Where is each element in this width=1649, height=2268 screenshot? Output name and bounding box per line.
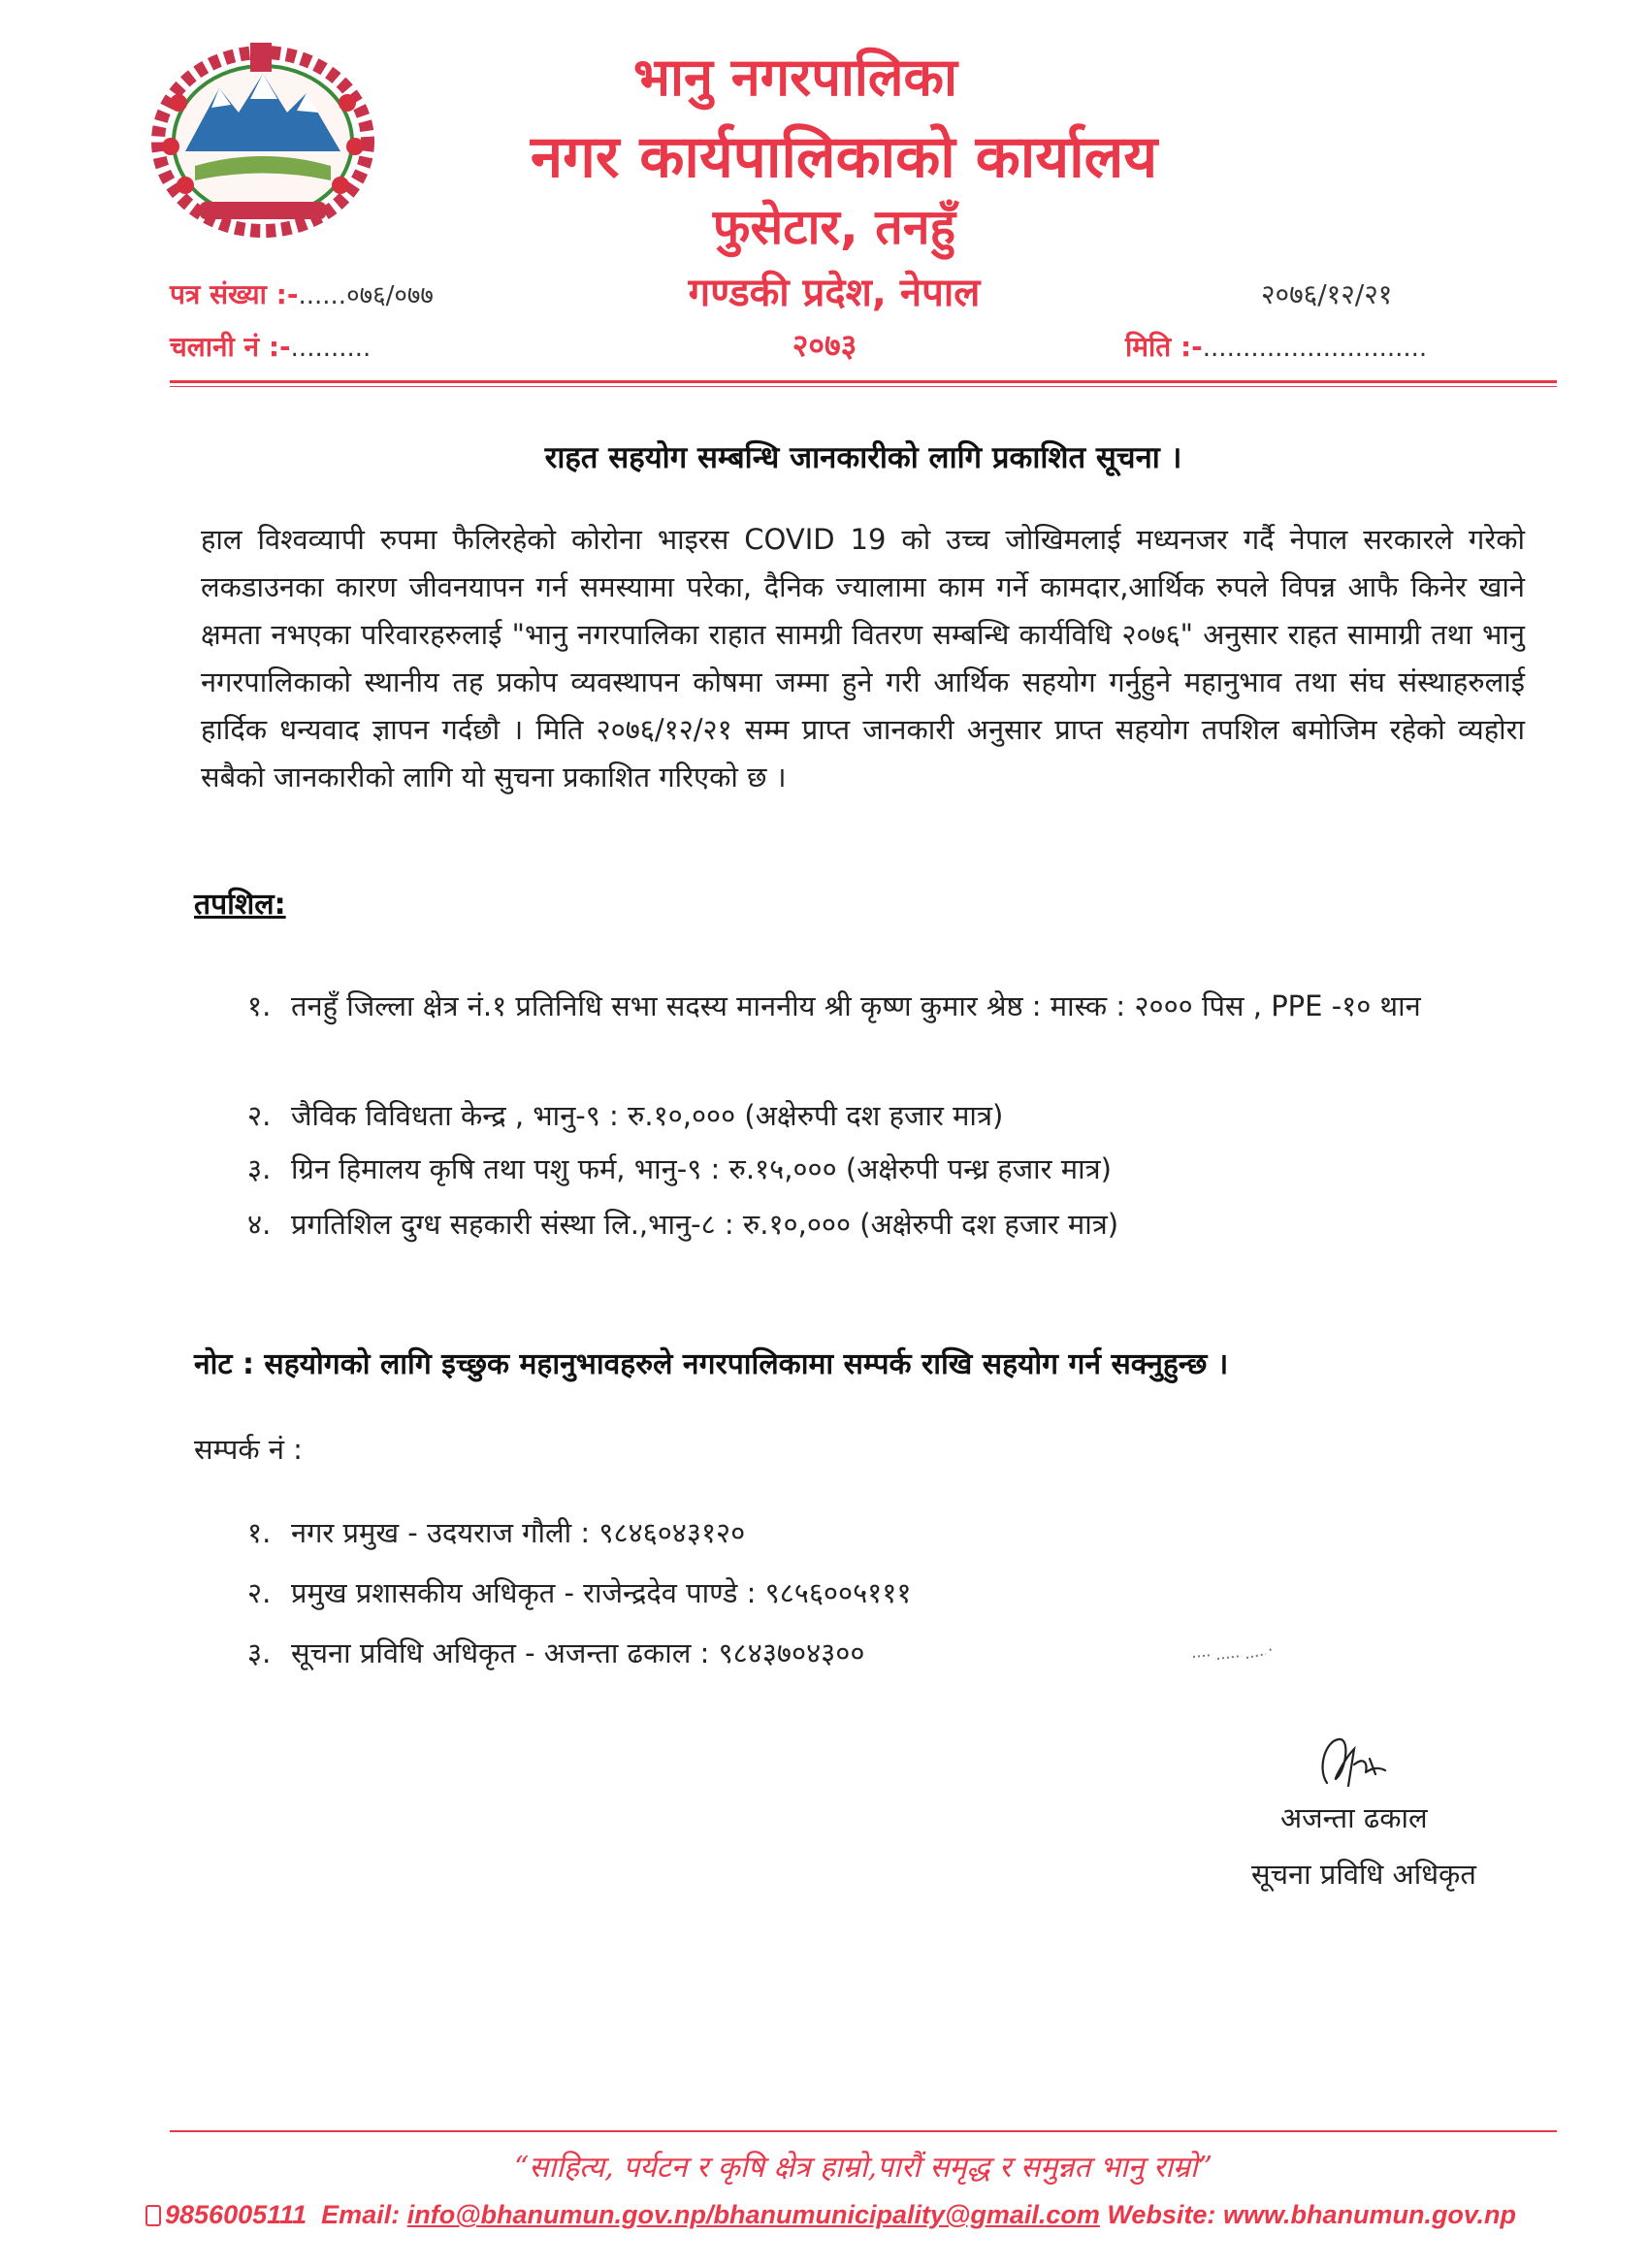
note-text: नोट : सहयोगको लागि इच्छुक महानुभावहरुले नगरपालिकामा सम्पर्क राखि सहयोग गर्न सक्नुहुन्छ । xyxy=(194,1347,1229,1381)
footer-email-label: Email: xyxy=(321,2200,401,2229)
contact-item-text: प्रमुख प्रशासकीय अधिकृत - राजेन्द्रदेव पाण्डे : ९८५६००५१११ xyxy=(291,1576,912,1609)
signature-icon xyxy=(1308,1730,1395,1798)
header-divider-thin xyxy=(170,386,1557,387)
footer-phone: 9856005111 xyxy=(165,2200,307,2229)
date-value: ............................ xyxy=(1202,334,1428,363)
dispatch-number-label: चलानी नं :- xyxy=(170,331,291,363)
stamp-mark xyxy=(1188,1639,1285,1669)
office-name: नगर कार्यपालिकाको कार्यालय xyxy=(530,123,1158,191)
established-year: २०७३ xyxy=(792,327,857,364)
list-item-text: तनहुँ जिल्ला क्षेत्र नं.१ प्रतिनिधि सभा सदस्य माननीय श्री कृष्ण कुमार श्रेष्ठ : मास्क : २००० पिस , PPE -१० थान xyxy=(291,989,1421,1022)
signer-name: अजन्ता ढकाल xyxy=(1280,1801,1428,1834)
contact-item-number: ३. xyxy=(247,1636,272,1669)
list-item-number: ४. xyxy=(247,1208,272,1241)
list-item-text: जैविक विविधता केन्द्र , भानु-९ : रु.१०,००० (अक्षेरुपी दश हजार मात्र) xyxy=(291,1099,1004,1132)
office-location: फुसेटार, तनहुँ xyxy=(712,199,956,255)
list-item-text: ग्रिन हिमालय कृषि तथा पशु फर्म, भानु-९ : रु.१५,००० (अक्षेरुपी पन्ध्र हजार मात्र) xyxy=(291,1152,1112,1185)
nepal-emblem-icon xyxy=(142,35,384,239)
signer-title: सूचना प्रविधि अधिकृत xyxy=(1251,1858,1476,1891)
contact-item-text: सूचना प्रविधि अधिकृत - अजन्ता ढकाल : ९८४३७०४३०० xyxy=(291,1636,865,1669)
header-divider xyxy=(170,380,1557,383)
reference-number-value: ......०७६/०७७ xyxy=(298,281,434,310)
reference-number-label: पत्र संख्या :- xyxy=(170,278,299,310)
handwritten-date: २०७६/१२/२१ xyxy=(1261,278,1393,310)
contact-label: सम्पर्क नं : xyxy=(194,1433,303,1466)
list-item xyxy=(247,1096,1003,1134)
dispatch-number xyxy=(170,328,371,365)
list-item-number: ३. xyxy=(247,1152,272,1185)
footer-contact xyxy=(146,2200,1571,2230)
list-item xyxy=(247,1205,1118,1243)
contact-item-number: २. xyxy=(247,1576,272,1609)
intro-paragraph: हाल विश्वव्यापी रुपमा फैलिरहेको कोरोना भाइरस COVID 19 को उच्च जोखिमलाई मध्यनजर गर्दै नेपाल सरकारले गरेको लकडाउनका कारण जीवनयापन गर्न समस्यामा परेका, दैनिक ज्यालामा काम गर्ने कामदार,आर्थिक रुपले विपन्न आफै किनेर खाने क्षमता नभएका परिवारहरुलाई "भानु नगरपालिका राहात सामग्री वितरण सम्बन्धि कार्यविधि २०७६" अनुसार राहत सामाग्री तथा भानु नगरपालिकाको स्थानीय तह प्रकोप व्यवस्थापन कोषमा जम्मा हुने गरी आर्थिक सहयोग गर्नुहुने महानुभाव तथा संघ संस्थाहरुलाई हार्दिक धन्यवाद ज्ञापन गर्दछौ । मिति २०७६/१२/२१ सम्म प्राप्त जानकारी अनुसार प्राप्त सहयोग तपशिल बमोजिम रहेको व्यहोरा सबैको जानकारीको लागि यो सुचना प्रकाशित गरिएको छ । xyxy=(201,523,1525,794)
footer-email-link[interactable]: info@bhanumun.gov.np/bhanumunicipality@gmail.com xyxy=(406,2200,1100,2229)
contact-item-number: १. xyxy=(247,1516,272,1549)
list-item xyxy=(247,982,1557,1030)
reference-number xyxy=(170,275,434,312)
contact-item xyxy=(247,1634,864,1671)
footer-website-link[interactable]: www.bhanumun.gov.np xyxy=(1222,2200,1516,2229)
list-item-number: २. xyxy=(247,1099,272,1132)
province-name: गण्डकी प्रदेश, नेपाल xyxy=(688,271,981,315)
list-item-text: प्रगतिशिल दुग्ध सहकारी संस्था लि.,भानु-८ : रु.१०,००० (अक्षेरुपी दश हजार मात्र) xyxy=(291,1208,1119,1241)
date-label: मिति :- xyxy=(1125,331,1203,363)
municipality-name: भानु नगरपालिका xyxy=(633,47,957,108)
phone-icon xyxy=(146,2205,161,2226)
motto: “साहित्य, पर्यटन र कृषि क्षेत्र हाम्रो,पारौं समृद्ध र समुन्नत भानु राम्रो” xyxy=(513,2151,1213,2185)
footer-divider xyxy=(170,2130,1557,2132)
dispatch-number-value: .......... xyxy=(290,334,372,363)
list-item xyxy=(247,1150,1112,1187)
list-item-number: १. xyxy=(247,989,272,1022)
footer-website-label: Website: xyxy=(1107,2200,1216,2229)
contact-item xyxy=(247,1573,911,1611)
date-field xyxy=(1125,328,1427,365)
contact-item-text: नगर प्रमुख - उदयराज गौली : ९८४६०४३१२० xyxy=(291,1516,746,1549)
contact-item xyxy=(247,1513,745,1551)
details-heading: तपशिल: xyxy=(194,888,286,922)
notice-title: राहत सहयोग सम्बन्धि जानकारीको लागि प्रकाशित सूचना । xyxy=(544,440,1182,475)
